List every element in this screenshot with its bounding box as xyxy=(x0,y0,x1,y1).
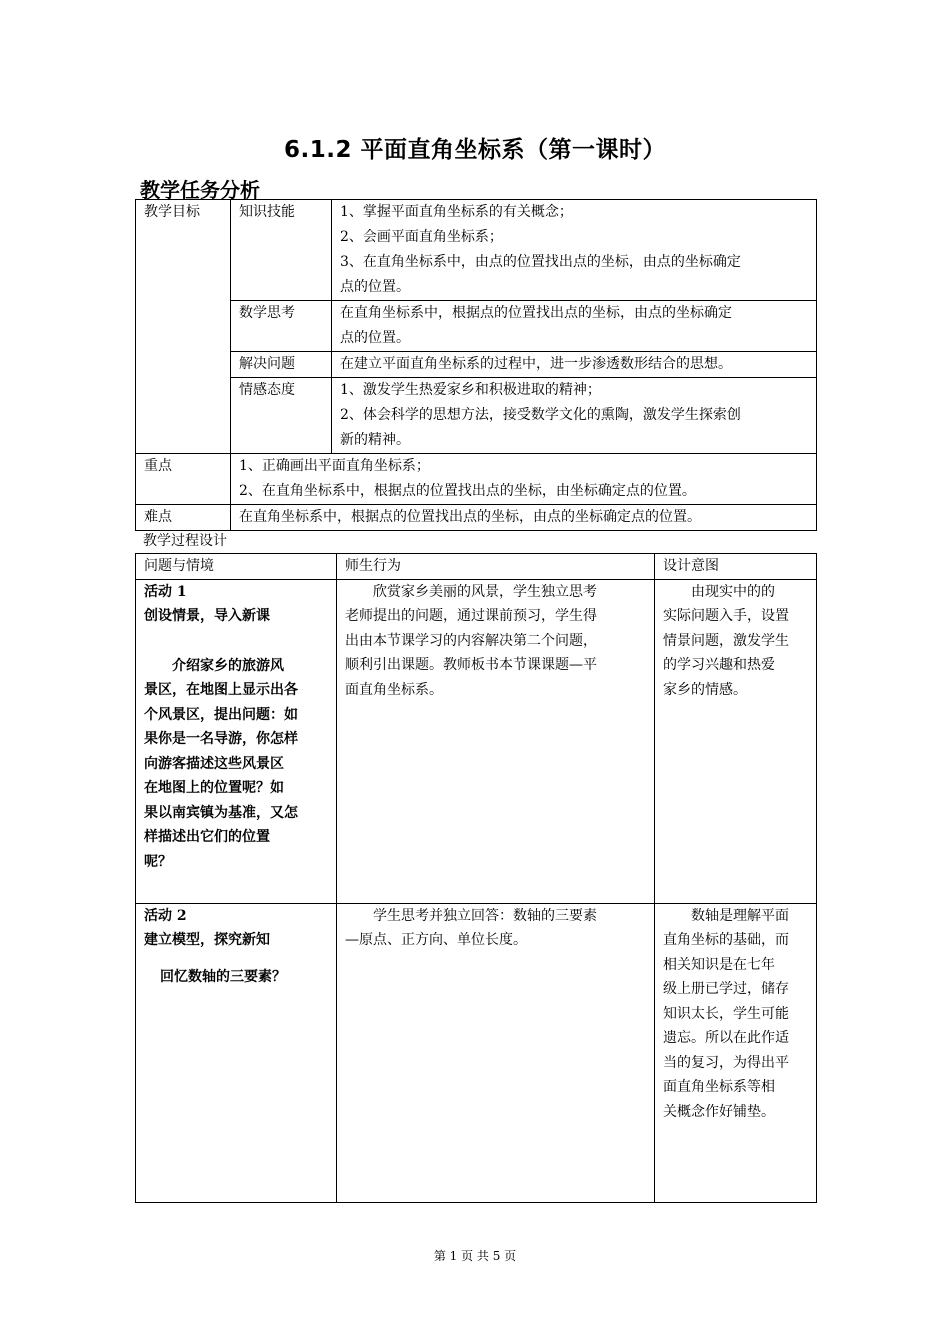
row-label: 解决问题 xyxy=(231,352,332,378)
behavior-line: 出由本节课学习的内容解决第二个问题， xyxy=(345,632,597,649)
row-content xyxy=(332,200,817,301)
behavior-cell xyxy=(337,579,655,903)
activity-name: 活动 2 xyxy=(144,907,187,924)
activity-line: 样描述出它们的位置 xyxy=(144,829,270,845)
task-analysis-table xyxy=(135,199,817,531)
row-label: 情感态度 xyxy=(231,378,332,454)
activity-line: 果你是一名导游，你怎样 xyxy=(144,731,298,747)
process-label: 教学过程设计 xyxy=(143,533,227,549)
activity-name: 活动 1 xyxy=(144,583,187,600)
behavior-line: 老师提出的问题，通过课前预习，学生得 xyxy=(345,608,597,624)
difficulty-content: 在直角坐标系中，根据点的位置找出点的坐标，由点的坐标确定点的位置。 xyxy=(231,505,817,531)
goal-label: 教学目标 xyxy=(136,200,231,454)
row-content xyxy=(332,301,817,352)
process-table xyxy=(135,553,817,1203)
content-line: 2、体会科学的思想方法，接受数学文化的熏陶，激发学生探索创 xyxy=(340,407,741,423)
activity-line: 个风景区，提出问题：如 xyxy=(144,706,298,723)
intent-line: 实际问题入手，设置 xyxy=(663,608,789,624)
intent-line: 由现实中的的 xyxy=(691,583,775,600)
key-label: 重点 xyxy=(136,454,231,505)
row-content xyxy=(332,378,817,454)
intent-cell xyxy=(655,579,817,903)
activity-cell xyxy=(136,579,337,903)
behavior-cell xyxy=(337,903,655,1202)
intent-line: 相关知识是在七年 xyxy=(663,956,775,973)
activity-subtitle: 创设情景，导入新课 xyxy=(144,608,270,624)
intent-line: 遗忘。所以在此作适 xyxy=(663,1030,789,1046)
content-line: 在建立平面直角坐标系的过程中，进一步渗透数形结合的思想。 xyxy=(340,356,732,372)
document-title: 6.1.2 平面直角坐标系（第一课时） xyxy=(284,137,666,163)
content-line: 2、会画平面直角坐标系； xyxy=(340,229,503,245)
key-content xyxy=(231,454,817,505)
header-cell: 师生行为 xyxy=(337,554,655,580)
intent-line: 级上册已学过，储存 xyxy=(663,981,789,997)
intent-line: 家乡的情感。 xyxy=(663,681,747,698)
section-heading: 教学任务分析 xyxy=(140,178,260,202)
intent-line: 情景问题，激发学生 xyxy=(663,632,789,649)
intent-line: 面直角坐标系等相 xyxy=(663,1079,775,1095)
intent-line: 关概念作好铺垫。 xyxy=(663,1103,775,1120)
row-content xyxy=(332,352,817,378)
content-line: 1、掌握平面直角坐标系的有关概念； xyxy=(340,204,573,220)
behavior-line: 欣赏家乡美丽的风景，学生独立思考 xyxy=(373,583,597,600)
intent-line: 当的复习，为得出平 xyxy=(663,1054,789,1071)
content-line: 3、在直角坐标系中，由点的位置找出点的坐标，由点的坐标确定 xyxy=(340,254,741,270)
activity-line: 向游客描述这些风景区 xyxy=(144,755,284,772)
intent-cell xyxy=(655,903,817,1202)
row-label: 知识技能 xyxy=(231,200,332,301)
content-line: 2、在直角坐标系中，根据点的位置找出点的坐标，由坐标确定点的位置。 xyxy=(239,483,696,499)
content-line: 1、正确画出平面直角坐标系； xyxy=(239,458,430,474)
difficulty-label: 难点 xyxy=(136,505,231,531)
activity-subtitle: 建立模型，探究新知 xyxy=(144,932,270,948)
content-line: 新的精神。 xyxy=(340,432,410,448)
activity-line: 呢？ xyxy=(144,853,172,870)
intent-line: 的学习兴趣和热爱 xyxy=(663,657,775,673)
page-footer: 第 1 页 共 5 页 xyxy=(433,1249,517,1263)
content-line: 1、激发学生热爱家乡和积极进取的精神； xyxy=(340,382,601,398)
activity-cell xyxy=(136,903,337,1202)
content-line: 点的位置。 xyxy=(340,279,410,295)
activity-line: 回忆数轴的三要素？ xyxy=(160,968,286,985)
intent-line: 数轴是理解平面 xyxy=(691,907,789,924)
behavior-line: 顺利引出课题。教师板书本节课课题—平 xyxy=(345,657,597,673)
header-cell: 问题与情境 xyxy=(136,554,337,580)
activity-line: 在地图上的位置呢？如 xyxy=(144,780,284,796)
row-label: 数学思考 xyxy=(231,301,332,352)
activity-line: 景区，在地图上显示出各 xyxy=(144,682,298,698)
intent-line: 直角坐标的基础，而 xyxy=(663,932,789,948)
content-line: 点的位置。 xyxy=(340,330,410,346)
header-cell: 设计意图 xyxy=(655,554,817,580)
activity-line: 果以南宾镇为基准，又怎 xyxy=(144,804,298,821)
behavior-line: 学生思考并独立回答：数轴的三要素 xyxy=(373,907,597,924)
behavior-line: 面直角坐标系。 xyxy=(345,681,443,698)
content-line: 在直角坐标系中，根据点的位置找出点的坐标，由点的坐标确定 xyxy=(340,305,732,321)
behavior-line: —原点、正方向、单位长度。 xyxy=(345,932,527,948)
intent-line: 知识太长，学生可能 xyxy=(663,1005,789,1022)
activity-line: 介绍家乡的旅游风 xyxy=(172,657,284,674)
